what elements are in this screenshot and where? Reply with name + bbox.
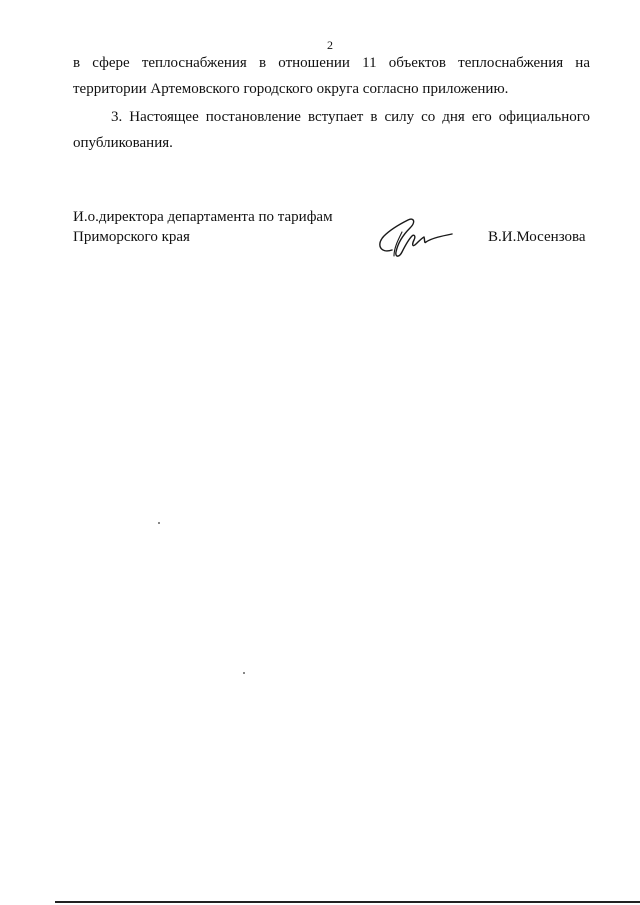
paragraph-line: в сфере теплоснабжения в отношении 11 объектов теплоснабжения на	[73, 55, 590, 71]
scan-speck	[243, 672, 245, 674]
scan-speck	[158, 522, 160, 524]
paragraph-line: опубликования.	[73, 135, 173, 151]
handwritten-signature-icon	[372, 210, 454, 262]
signer-position-line: И.о.директора департамента по тарифам	[73, 209, 333, 225]
scan-edge-line	[55, 901, 640, 903]
paragraph-line: 3. Настоящее постановление вступает в силу со дня его официального	[111, 109, 590, 125]
paragraph-line: территории Артемовского городского округа согласно приложению.	[73, 81, 509, 97]
paragraph-continuation	[73, 50, 590, 102]
page-number: 2	[327, 38, 333, 52]
paragraph-item-3	[73, 104, 590, 156]
signer-position	[73, 207, 333, 247]
signer-name: В.И.Мосензова	[488, 229, 586, 245]
signer-position-line: Приморского края	[73, 229, 190, 245]
